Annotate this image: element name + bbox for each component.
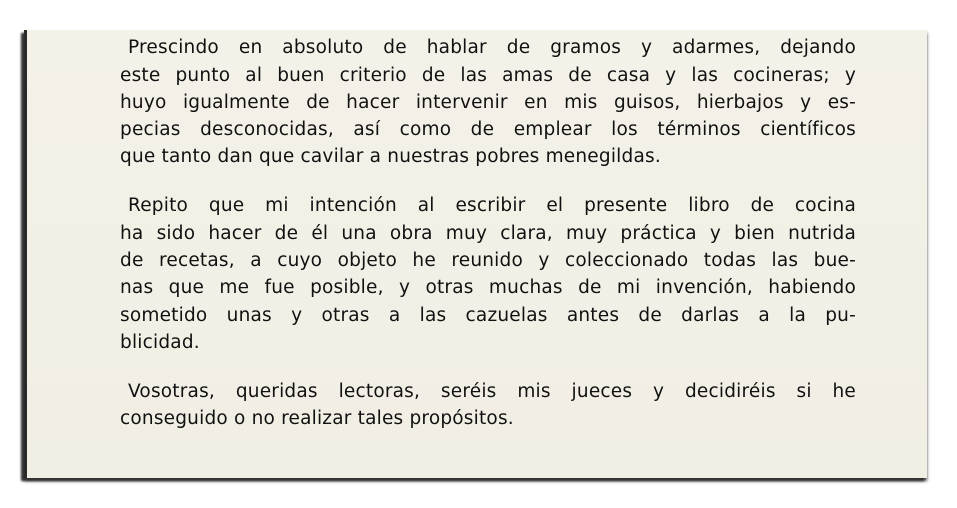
text-line: este punto al buen criterio de las amas de casa y las cocineras; y: [120, 65, 856, 86]
book-page: [24, 30, 927, 478]
text-line: Prescindo en absoluto de hablar de gramos y adarmes, dejando: [128, 37, 856, 58]
text-line: nas que me fue posible, y otras muchas de mi invención, habiendo: [120, 277, 856, 298]
text-line: blicidad.: [120, 332, 200, 353]
text-line: pecias desconocidas, así como de emplear los términos científicos: [120, 119, 856, 140]
text-line: de recetas, a cuyo objeto he reunido y coleccionado todas las bue-: [120, 250, 856, 271]
text-line: Vosotras, queridas lectoras, seréis mis jueces y decidiréis si he: [128, 381, 856, 402]
text-line: Repito que mi intención al escribir el presente libro de cocina: [128, 195, 856, 216]
text-line: que tanto dan que cavilar a nuestras pobres menegildas.: [120, 146, 661, 167]
text-line: ha sido hacer de él una obra muy clara, muy práctica y bien nutrida: [120, 223, 856, 244]
text-line: conseguido o no realizar tales propósitos.: [120, 408, 514, 429]
text-line: sometido unas y otras a las cazuelas antes de darlas a la pu-: [120, 305, 856, 326]
text-line: huyo igualmente de hacer intervenir en mis guisos, hierbajos y es-: [120, 92, 856, 113]
